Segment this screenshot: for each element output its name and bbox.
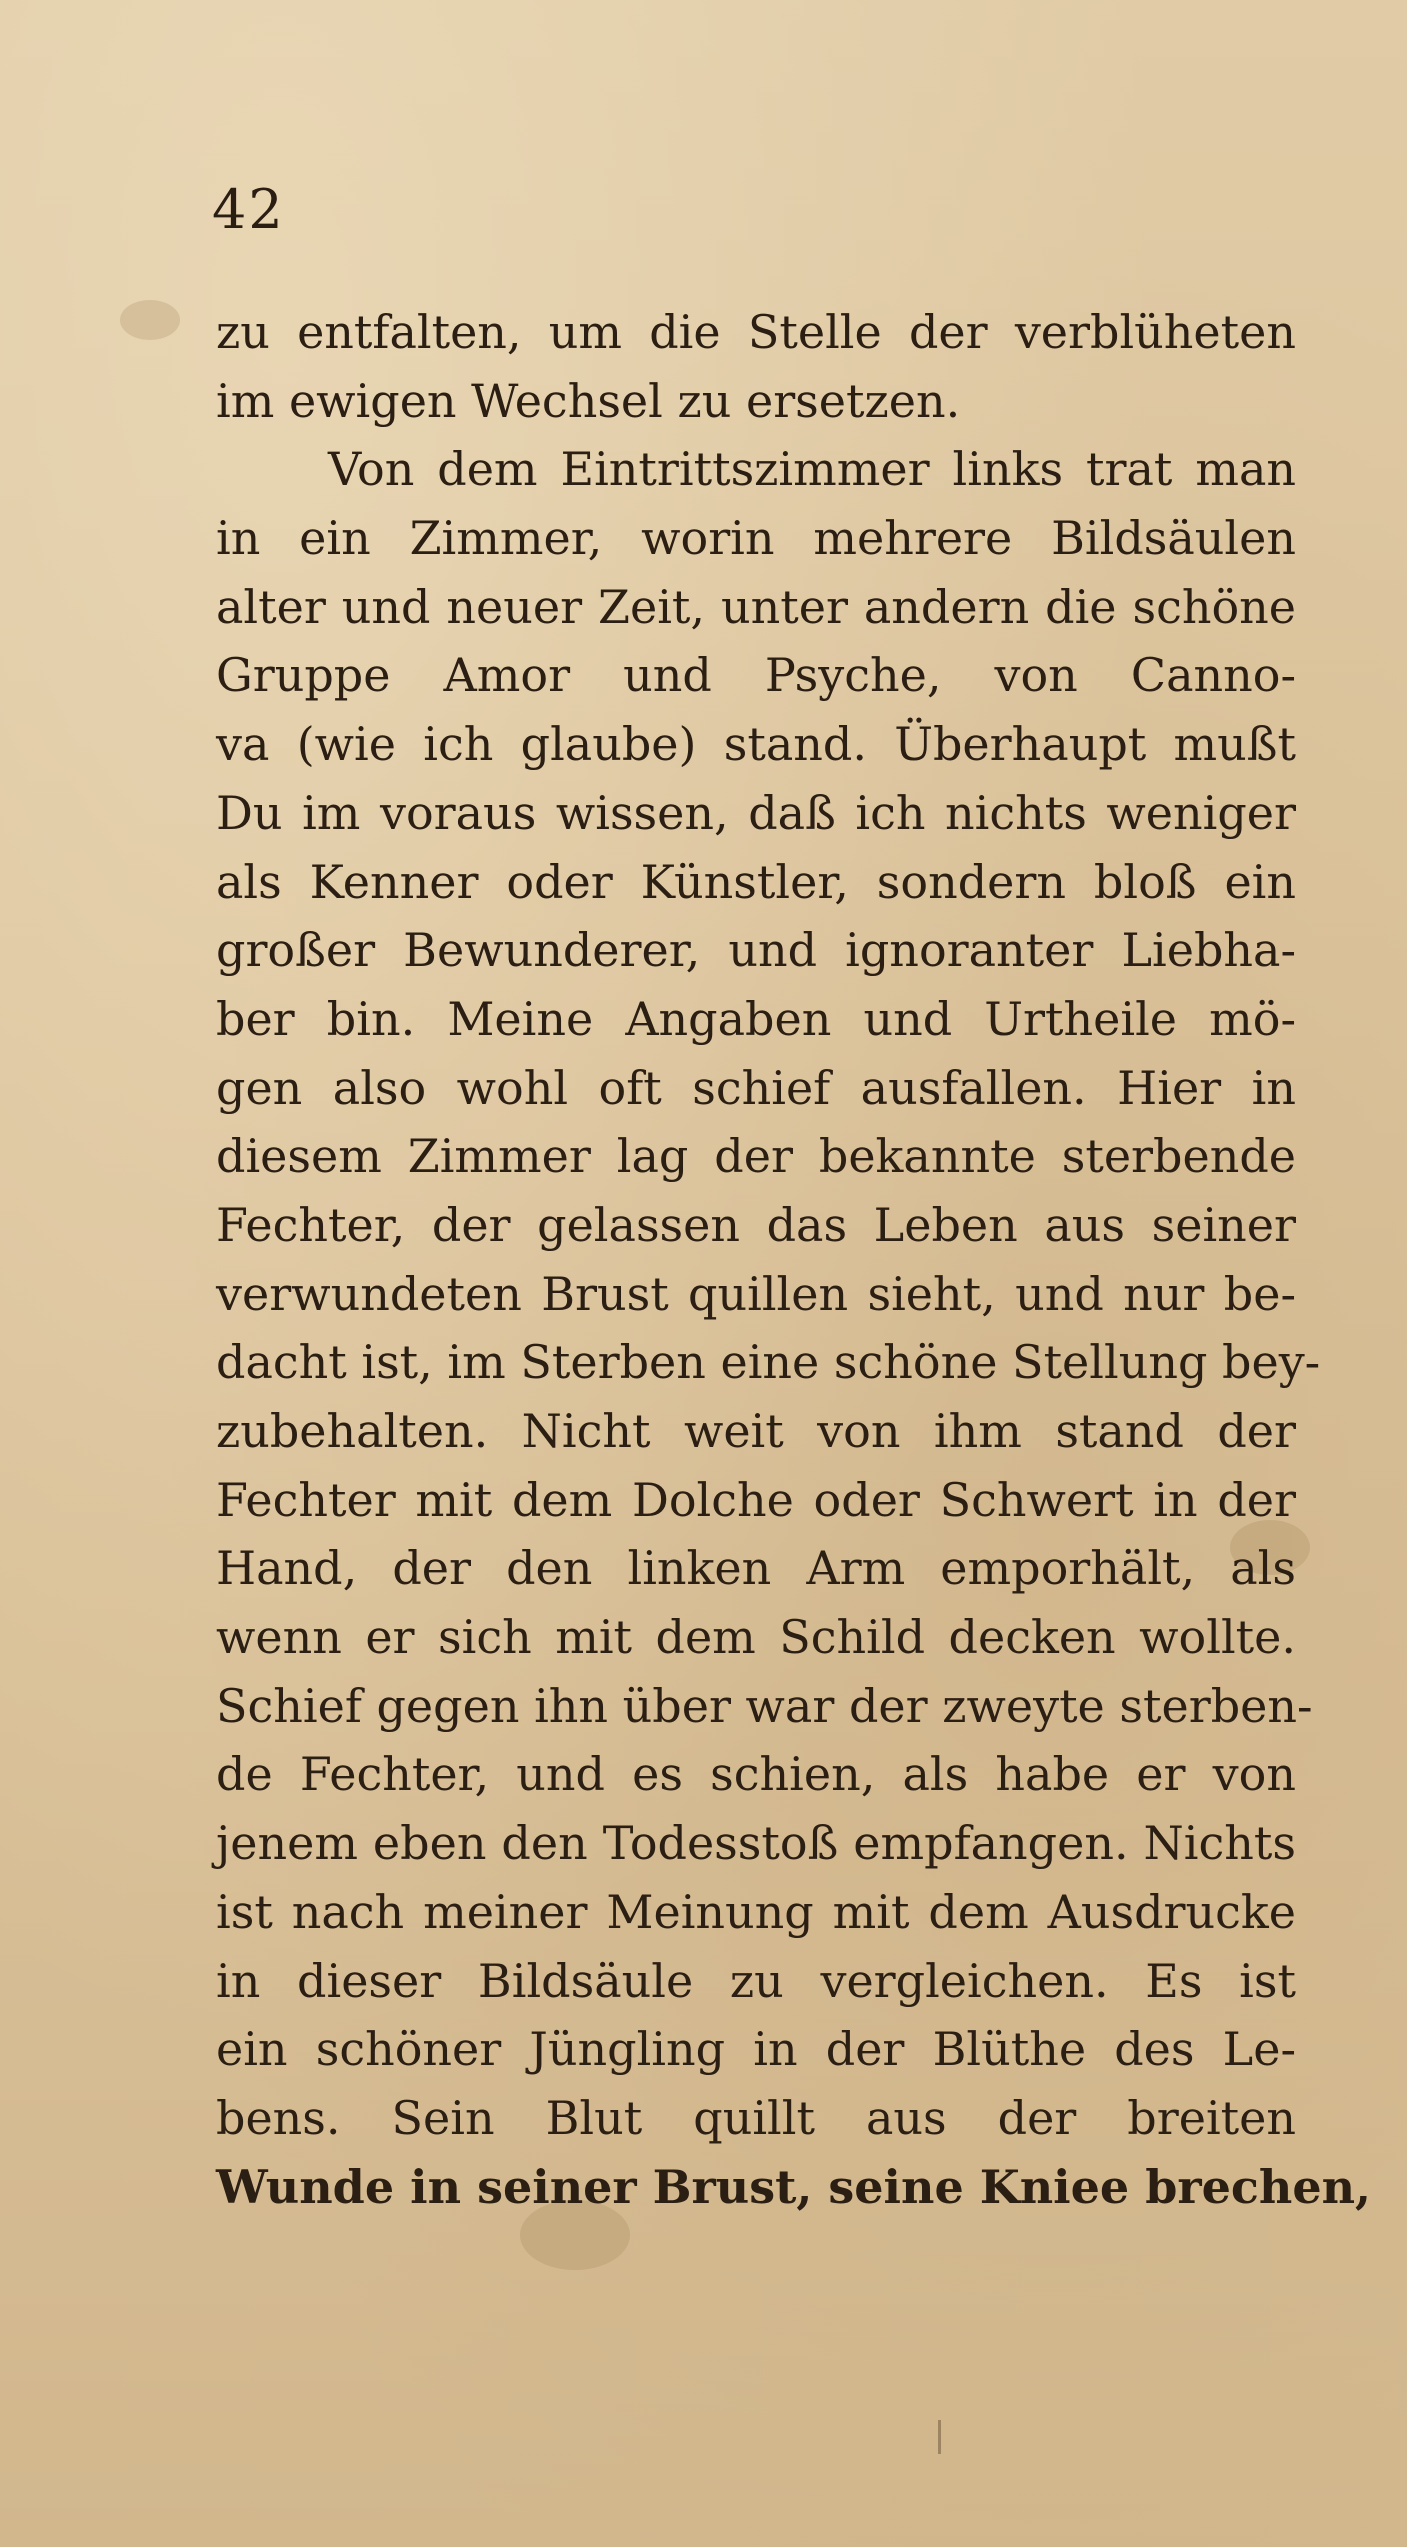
text-line: verwundeten Brust quillen sieht, und nur be- bbox=[216, 1266, 1296, 1321]
text-line: va (wie ich glaube) stand. Überhaupt mußt bbox=[216, 717, 1296, 772]
text-line: als Kenner oder Künstler, sondern bloß ein bbox=[216, 854, 1296, 909]
text-line: Wunde in seiner Brust, seine Kniee brechen, bbox=[216, 2159, 1372, 2214]
body-text bbox=[216, 298, 1372, 2221]
text-line: diesem Zimmer lag der bekannte sterbende bbox=[216, 1129, 1296, 1184]
text-line: ber bin. Meine Angaben und Urtheile mö- bbox=[216, 991, 1296, 1046]
paper-stain bbox=[120, 300, 180, 340]
text-line: in dieser Bildsäule zu vergleichen. Es ist bbox=[216, 1953, 1296, 2008]
text-line: großer Bewunderer, und ignoranter Liebha- bbox=[216, 923, 1296, 978]
text-line: in ein Zimmer, worin mehrere Bildsäulen bbox=[216, 511, 1296, 566]
ink-mark bbox=[938, 2420, 941, 2454]
text-line: bens. Sein Blut quillt aus der breiten bbox=[216, 2090, 1296, 2145]
text-line: wenn er sich mit dem Schild decken wollte. bbox=[216, 1610, 1296, 1665]
text-line: Gruppe Amor und Psyche, von Canno- bbox=[216, 648, 1296, 703]
text-line: Hand, der den linken Arm emporhält, als bbox=[216, 1541, 1296, 1596]
text-line: Fechter mit dem Dolche oder Schwert in der bbox=[216, 1472, 1296, 1527]
text-line: ist nach meiner Meinung mit dem Ausdrucke bbox=[216, 1884, 1296, 1939]
text-line: ein schöner Jüngling in der Blüthe des Le- bbox=[216, 2022, 1296, 2077]
text-line: Von dem Eintrittszimmer links trat man bbox=[328, 442, 1296, 497]
text-line: Du im voraus wissen, daß ich nichts weniger bbox=[216, 785, 1296, 840]
text-line: jenem eben den Todesstoß empfangen. Nichts bbox=[216, 1816, 1296, 1871]
text-line: gen also wohl oft schief ausfallen. Hier in bbox=[216, 1060, 1296, 1115]
text-line: dacht ist, im Sterben eine schöne Stellung bey- bbox=[216, 1335, 1321, 1390]
text-line: alter und neuer Zeit, unter andern die schöne bbox=[216, 579, 1296, 634]
text-line: Schief gegen ihn über war der zweyte sterben- bbox=[216, 1678, 1313, 1733]
text-line: zu entfalten, um die Stelle der verblüheten bbox=[216, 305, 1296, 359]
text-line: im ewigen Wechsel zu ersetzen. bbox=[216, 373, 961, 428]
page-number: 42 bbox=[212, 178, 285, 241]
text-line: zubehalten. Nicht weit von ihm stand der bbox=[216, 1404, 1296, 1458]
text-line: de Fechter, und es schien, als habe er von bbox=[216, 1747, 1296, 1802]
text-line: Fechter, der gelassen das Leben aus seiner bbox=[216, 1197, 1296, 1252]
